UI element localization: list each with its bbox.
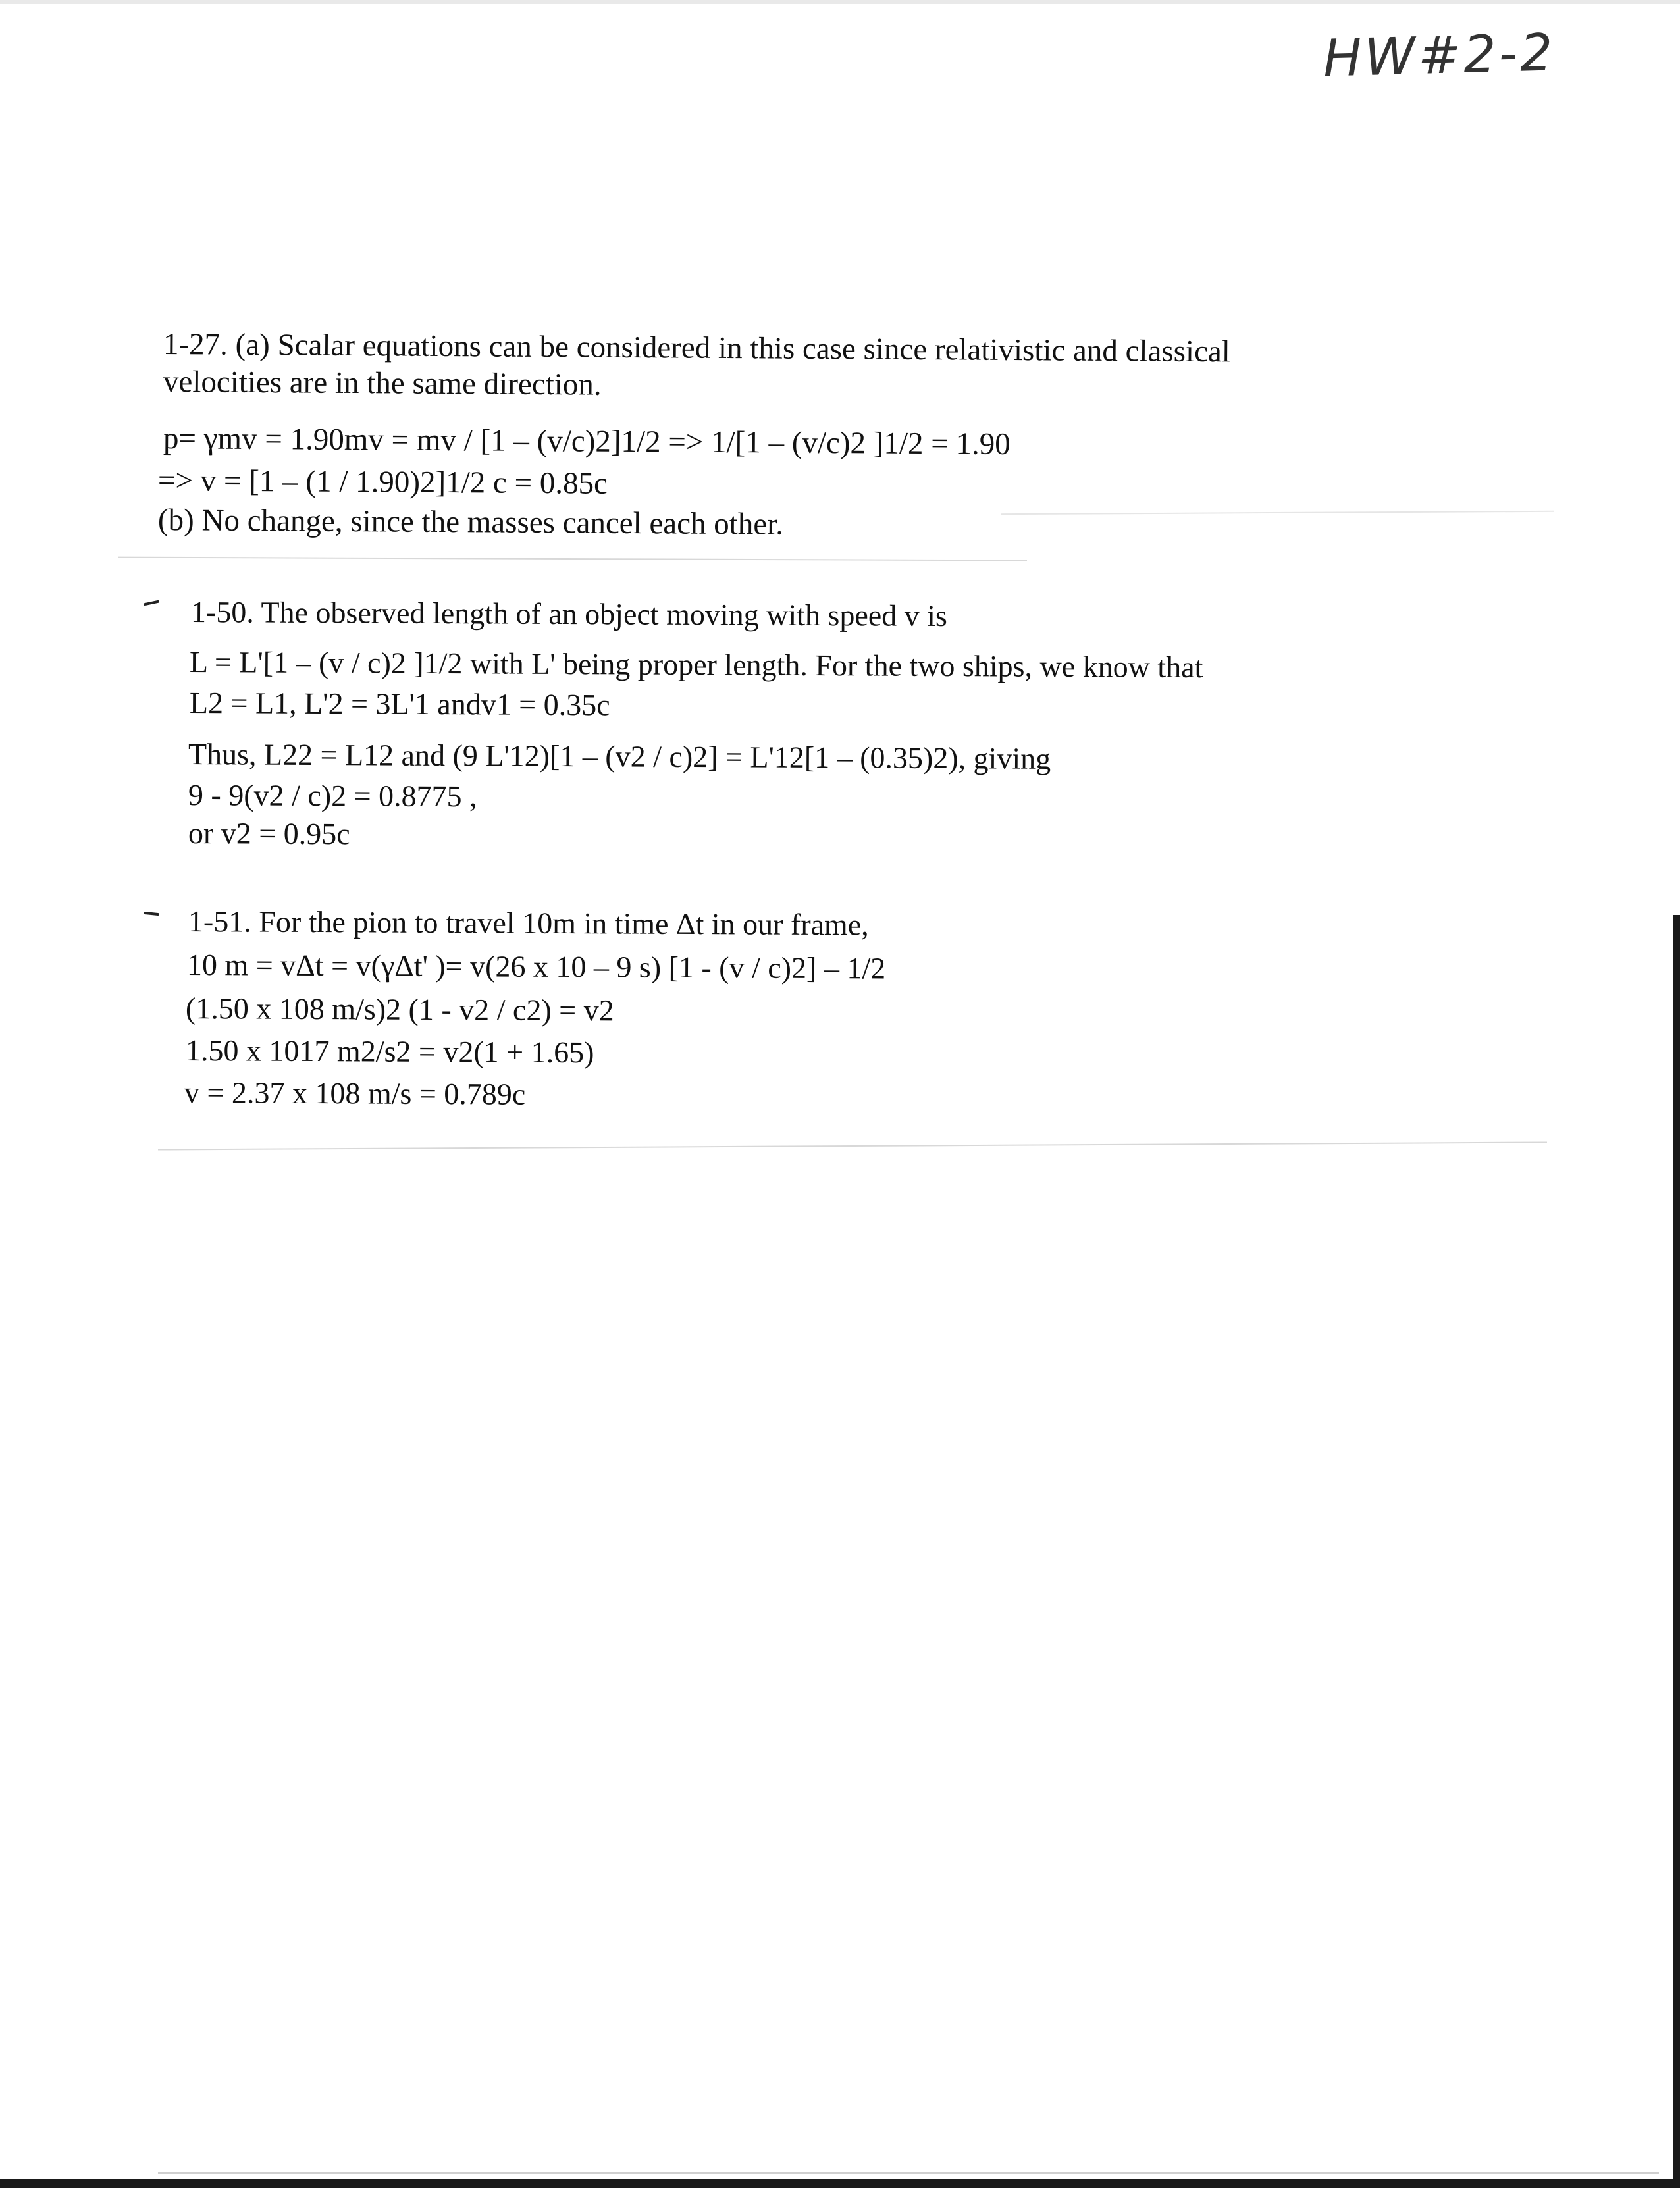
problem-1-51-line-1: 1-51. For the pion to travel 10m in time Δt in our frame, <box>188 904 869 942</box>
divider-rule-1-left <box>118 557 1027 561</box>
problem-1-51-line-2: 10 m = vΔt = v(γΔt' )= v(26 x 10 – 9 s) [1 - (v / c)2] – 1/2 <box>186 948 886 985</box>
problem-1-27-line-4: => v = [1 – (1 / 1.90)2]1/2 c = 0.85c <box>157 463 608 501</box>
divider-rule-1-right <box>1001 511 1554 515</box>
problem-1-51-line-3: (1.50 x 108 m/s)2 (1 - v2 / c2) = v2 <box>185 991 614 1028</box>
problem-1-27-line-5: (b) No change, since the masses cancel each other. <box>157 503 784 542</box>
problem-1-27-line-3: p= γmv = 1.90mv = mv / [1 – (v/c)2]1/2 => 1/[1 – (v/c)2 ]1/2 = 1.90 <box>163 421 1011 461</box>
divider-rule-2 <box>158 1141 1547 1150</box>
check-mark-icon <box>144 912 159 916</box>
problem-1-50-line-2: L = L'[1 – (v / c)2 ]1/2 with L' being proper length. For the two ships, we know that <box>189 645 1203 685</box>
problem-1-51-line-4: 1.50 x 1017 m2/s2 = v2(1 + 1.65) <box>185 1033 594 1070</box>
problem-1-27-line-1: 1-27. (a) Scalar equations can be considered in this case since relativistic and classical <box>163 327 1231 369</box>
scan-right-edge <box>1673 915 1680 2188</box>
problem-1-50-line-1: 1-50. The observed length of an object moving with speed v is <box>190 595 948 633</box>
check-mark-icon <box>144 600 159 606</box>
hw-handwritten-label: HW#2-2 <box>1322 23 1556 89</box>
problem-1-51-line-5: v = 2.37 x 108 m/s = 0.789c <box>184 1076 526 1111</box>
scan-bottom-edge <box>0 2179 1680 2188</box>
scan-bottom-line <box>158 2172 1659 2174</box>
problem-1-50-line-4: Thus, L22 = L12 and (9 L'12)[1 – (v2 / c)2] = L'12[1 – (0.35)2), giving <box>188 737 1051 775</box>
problem-1-50-line-3: L2 = L1, L'2 = 3L'1 andv1 = 0.35c <box>189 686 610 722</box>
problem-1-50-line-6: or v2 = 0.95c <box>188 816 350 851</box>
problem-1-27-line-2: velocities are in the same direction. <box>163 365 602 402</box>
scan-top-edge <box>0 0 1680 4</box>
problem-1-50-line-5: 9 - 9(v2 / c)2 = 0.8775 , <box>188 778 477 814</box>
